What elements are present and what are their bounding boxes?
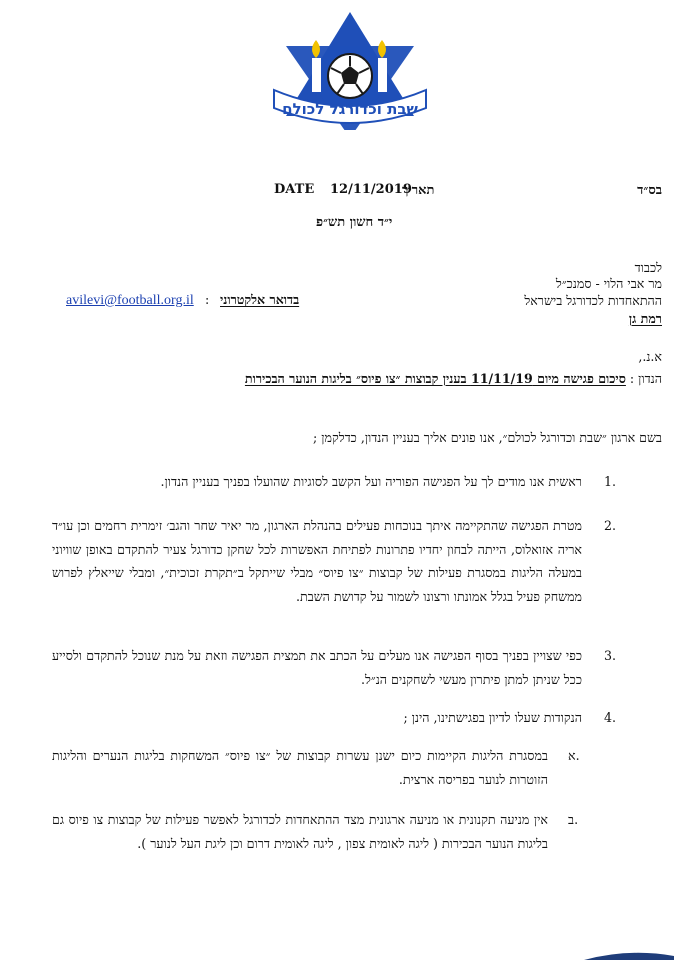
date-label-he: תאריך (402, 183, 435, 198)
subject-line (245, 367, 662, 390)
item-number: 1. (604, 474, 617, 489)
item-number: 2. (604, 518, 617, 533)
subitem-text: במסגרת הליגות הקיימות כיום ישנן עשרות קבוצות של ״צו פיוס״ המשחקות בליגות הנערים והליגות הזוטרות לנוער בפריסה ארצית. (52, 748, 548, 787)
date-value: 12/11/2019 (330, 182, 412, 197)
subitem-text: אין מניעה תקנונית או מניעה ארגונית מצד ההתאחדות לכדורגל לאפשר פעילות של קבוצות צו פיוס גם בליגות הנוער הבכירות ( ליגה לאומית צפון , ליגה לאומית דרום וכן ליגת העל לנוער ). (52, 812, 548, 851)
recipient-city (629, 307, 662, 330)
date-label-en: DATE (274, 182, 315, 197)
organization-logo (268, 10, 432, 130)
greeting: א.נ., (638, 349, 662, 364)
corner-decoration (584, 952, 674, 960)
hebrew-date: י״ד חשון תש״פ (316, 215, 393, 230)
email-label (220, 288, 299, 311)
subject-label: הנדון : (629, 371, 662, 386)
subject-text: סיכום פגישה מיום 11/11/19 בענין קבוצות ״צו פיוס״ בליגות הנוער הבכירות (244, 371, 626, 386)
recipient-org: ההתאחדות לכדורגל בישראל (524, 293, 662, 308)
logo-slogan: שבת וכדורגל לכולם (282, 100, 418, 118)
item-text: הנקודות שעלו לדיון בפגישתינו, הינן ; (403, 710, 582, 725)
subitem-letter: א. (568, 748, 580, 763)
recipient-name: מר אבי הלוי - סמנכ״ל (555, 276, 662, 291)
recipient-city-text: רמת גן (628, 311, 662, 326)
item-number: 4. (604, 710, 617, 725)
item-number: 3. (604, 648, 617, 663)
item-text: מטרת הפגישה שהתקיימה איתך בנוכחות פעילים בהנהלת הארגון, מר יאיר שחר והגב׳ זימרית רחמים וכן עו״ד אריה אזואלוס, הייתה לבחון יחדיו פתרונות לפתיחת האפשרות לכל שחקן כדורגל צעיר להתקדם באופן שוויוני במעלה הליגות במסגרת פעילות של קבוצות ״צו פיוס״ מבלי שייתקל ב״תקרת זכוכית״, ומבלי שייאלץ לפרוש ממשחק פעיל בגלל אמונתו ורצונו לשמור על קדושת השבת. (52, 518, 582, 604)
left-candle-icon (312, 58, 321, 92)
email-colon: : (205, 292, 210, 307)
recipient-to: לכבוד (634, 260, 662, 275)
email-container (66, 289, 194, 309)
bsd-header: בס״ד (637, 183, 662, 198)
intro-paragraph: בשם ארגון ״שבת וכדורגל לכולם״, אנו פונים אליך בעניין הנדון, כדלקמן ; (313, 430, 662, 445)
item-text: ראשית אנו מודים לך על הפגישה הפוריה ועל הקשב לסוגיות שהועלו בפניך בעניין הנדון. (160, 474, 582, 489)
subitem-letter: ב. (568, 812, 579, 827)
email-link[interactable]: avilevi@football.org.il (66, 293, 194, 308)
item-text: כפי שצויין בפניך בסוף הפגישה אנו מעלים על הכתב את תמצית הפגישה וזאת על מנת שנוכל להתקדם ולסייע ככל שניתן למתן פיתרון מעשי לשחקנים הנ״ל. (52, 648, 582, 687)
email-label-text: בדואר אלקטרוני (220, 292, 300, 307)
right-candle-icon (378, 58, 387, 92)
